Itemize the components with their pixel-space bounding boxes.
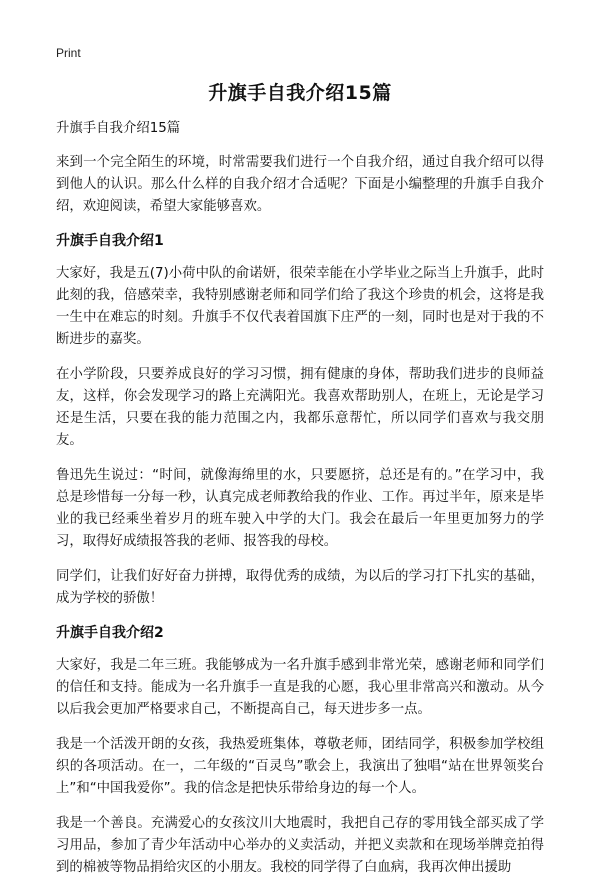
paragraph: 大家好，我是二年三班。我能够成为一名升旗手感到非常光荣，感谢老师和同学们的信任和支持。能成为一名升旗手一直是我的心愿，我心里非常高兴和激动。从今以后我会更加严格要求自己，不断提高自己，每天进步多一点。 (56, 658, 544, 717)
paragraph: 大家好，我是五(7)小荷中队的俞诺妍，很荣幸能在小学毕业之际当上升旗手，此时此刻的我，倍感荣幸，我特别感谢老师和同学们给了我这个珍贵的机会，这将是我一生中在难忘的时刻。升旗手不仅代表着国旗下庄严的一刻，同时也是对于我的不断进步的嘉奖。 (56, 266, 544, 347)
section-heading-1: 升旗手自我介绍1 (56, 233, 164, 249)
print-link[interactable]: Print (56, 46, 81, 60)
paragraph: 在小学阶段，只要养成良好的学习习惯，拥有健康的身体，帮助我们进步的良师益友，这样，你会发现学习的路上充满阳光。我喜欢帮助别人，在班上，无论是学习还是生活，只要在我的能力范围之内，我都乐意帮忙，所以同学们喜欢与我交朋友。 (56, 367, 544, 448)
article-body (56, 118, 544, 892)
paragraph: 同学们，让我们好好奋力拼搏，取得优秀的成绩，为以后的学习打下扎实的基础，成为学校的骄傲！ (56, 569, 544, 606)
section-heading-2: 升旗手自我介绍2 (56, 625, 164, 641)
paragraph: 鲁迅先生说过：“时间，就像海绵里的水，只要愿挤，总还是有的。”在学习中，我总是珍惜每一分每一秒，认真完成老师教给我的作业、工作。再过半年，原来是毕业的我已经乘坐着岁月的班车驶入中学的大门。我会在最后一年里更加努力的学习，取得好成绩报答我的老师、报答我的母校。 (56, 468, 544, 549)
paragraph: 我是一个善良。充满爱心的女孩汶川大地震时，我把自己存的零用钱全部买成了学习用品，参加了青少年活动中心举办的义卖活动，并把义卖款和在现场举牌竞拍得到的棉被等物品捐给灾区的小朋友。我校的同学得了白血病，我再次伸出援助 (56, 816, 544, 875)
intro-paragraph: 来到一个完全陌生的环境，时常需要我们进行一个自我介绍，通过自我介绍可以得到他人的认识。那么什么样的自我介绍才合适呢？下面是小编整理的升旗手自我介绍，欢迎阅读，希望大家能够喜欢。 (56, 155, 544, 214)
paragraph: 我是一个活泼开朗的女孩，我热爱班集体，尊敬老师，团结同学，积极参加学校组织的各项活动。在一，二年级的“百灵鸟”歌会上，我演出了独唱“站在世界领奖台上”和“中国我爱你”。我的信念是把快乐带给身边的每一个人。 (56, 737, 544, 796)
article-subtitle: 升旗手自我介绍15篇 (56, 121, 181, 136)
page-title: 升旗手自我介绍15篇 (208, 82, 392, 104)
